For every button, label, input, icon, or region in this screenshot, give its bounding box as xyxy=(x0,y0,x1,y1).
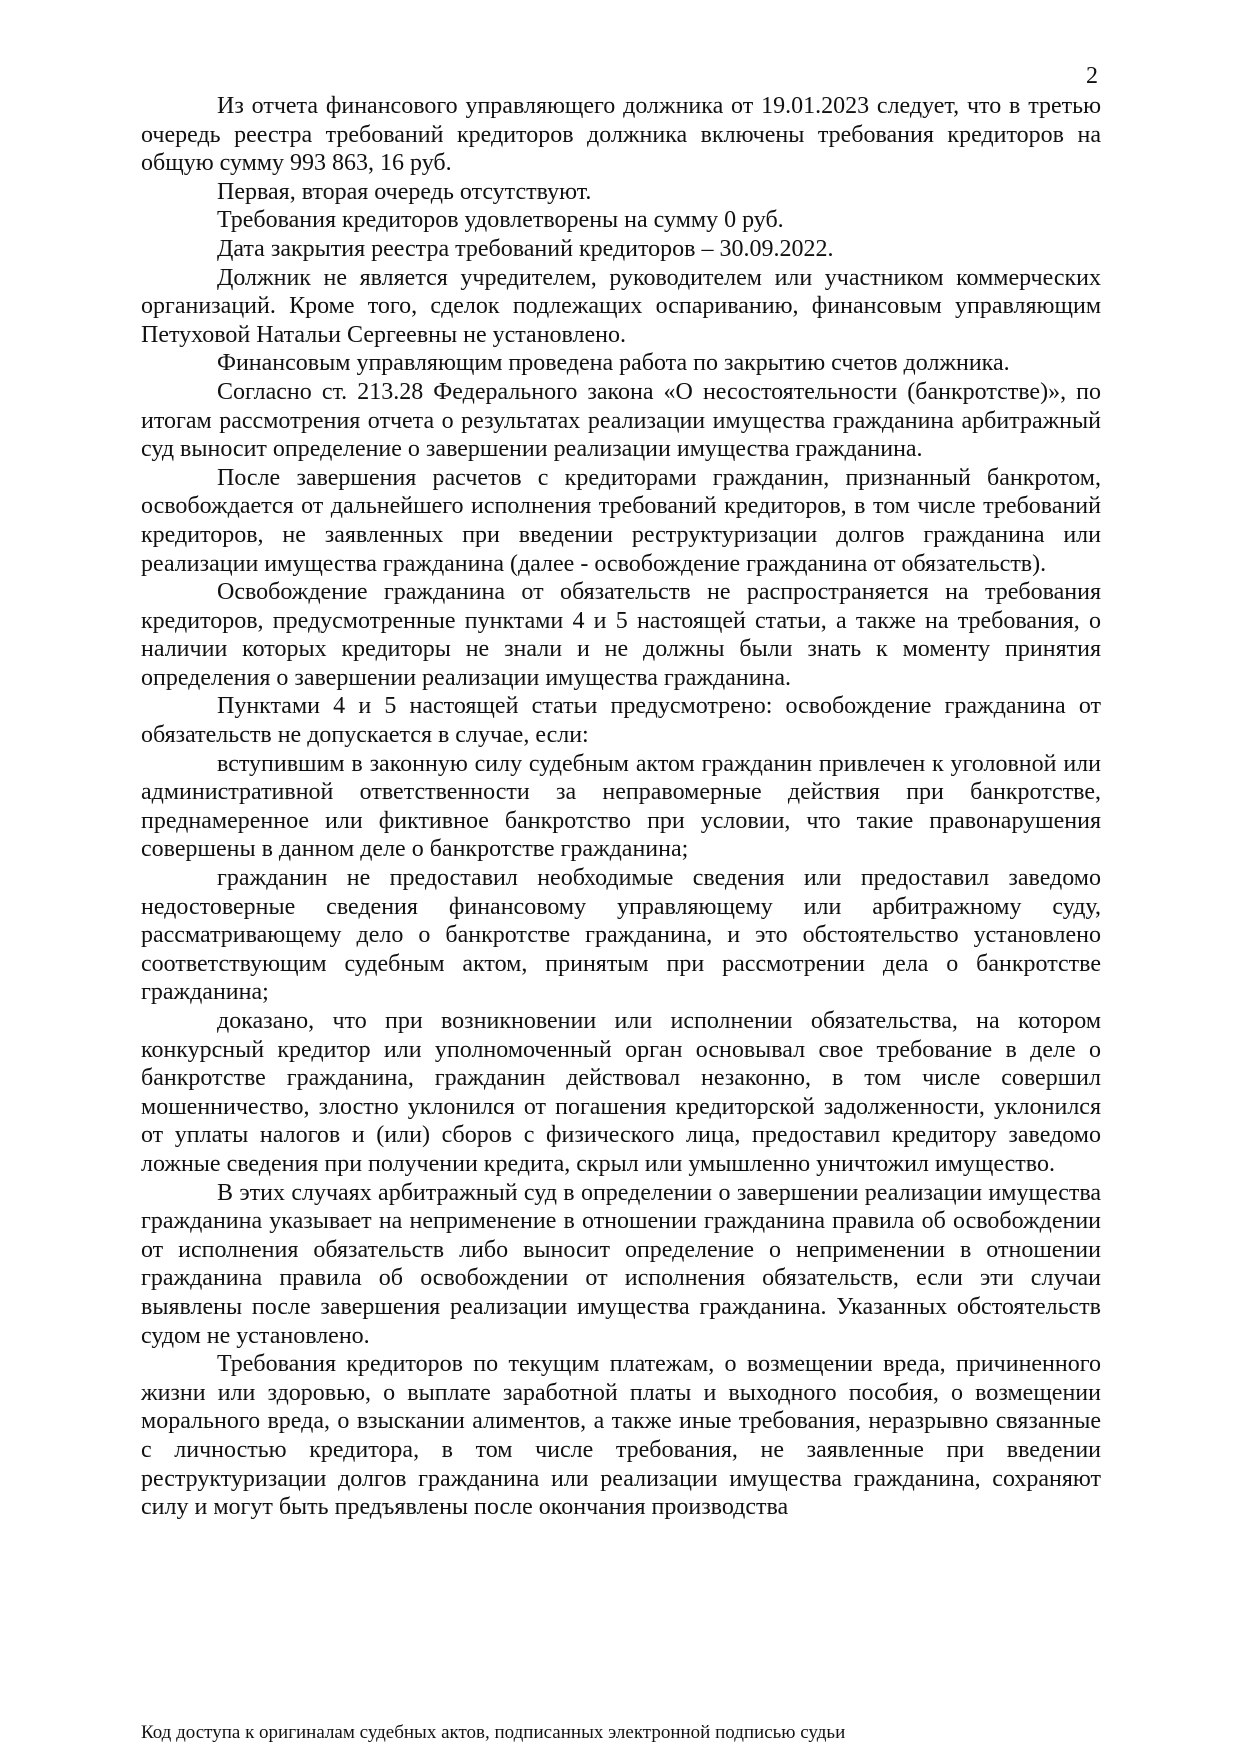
paragraph-condition-fraud: доказано, что при возникновении или исполнении обязательства, на котором конкурсный кредитор или уполномоченный орган основывал свое требование в деле о банкротстве гражданина, гражданин действовал незаконно, в том числе совершил мошенничество, злостно уклонился от погашения кредиторской задолженности, уклонился от уплаты налогов и (или) сборов с физического лица, предоставил кредитору заведомо ложные сведения при получении кредита, скрыл или умышленно уничтожил имущество. xyxy=(141,1008,1101,1177)
paragraph-claims-satisfied: Требования кредиторов удовлетворены на сумму 0 руб. xyxy=(217,207,784,234)
paragraph-current-payments: Требования кредиторов по текущим платежам, о возмещении вреда, причиненного жизни или здоровью, о выплате заработной платы и выходного пособия, о возмещении морального вреда, о взыскании алиментов, а также иные требования, неразрывно связанные с личностью кредитора, в том числе требования, не заявленные при введении реструктуризации долгов гражданина или реализации имущества гражданина, сохраняют силу и могут быть предъявлены после окончания производства xyxy=(141,1351,1101,1521)
paragraph-condition-criminal: вступившим в законную силу судебным актом гражданин привлечен к уголовной или административной ответственности за неправомерные действия при банкротстве, преднамеренное или фиктивное банкротство при условии, что такие правонарушения совершены в данном деле о банкротстве гражданина; xyxy=(141,750,1101,863)
paragraph-first-second-queue: Первая, вторая очередь отсутствуют. xyxy=(217,178,592,205)
paragraph-points-4-5: Пунктами 4 и 5 настоящей статьи предусмотрено: освобождение гражданина от обязательств не допускается в случае, если: xyxy=(141,693,1101,749)
paragraph-law-article: Согласно ст. 213.28 Федерального закона «О несостоятельности (банкротстве)», по итогам рассмотрения отчета о результатах реализации имущества гражданина арбитражный суд выносит определение о завершении реализации имущества гражданина. xyxy=(141,378,1101,463)
footer-access-code-note: Код доступа к оригиналам судебных актов, подписанных электронной подписью судьи xyxy=(141,1722,846,1743)
paragraph-release-from-obligations: После завершения расчетов с кредиторами гражданин, признанный банкротом, освобождается от дальнейшего исполнения требований кредиторов, в том числе требований кредиторов, не заявленных при введении реструктуризации долгов гражданина или реализации имущества гражданина (далее - освобождение гражданина от обязательств). xyxy=(141,464,1101,577)
page-number: 2 xyxy=(1086,63,1098,89)
paragraph-accounts-closed: Финансовым управляющим проведена работа по закрытию счетов должника. xyxy=(217,350,1010,377)
paragraph-debtor-not-founder: Должник не является учредителем, руководителем или участником коммерческих организаций. Кроме того, сделок подлежащих оспариванию, финансовым управляющим Петуховой Натальи Сергеевны не установлено. xyxy=(141,264,1101,348)
paragraph-condition-false-info: гражданин не предоставил необходимые сведения или предоставил заведомо недостоверные сведения финансовому управляющему или арбитражному суду, рассматривающему дело о банкротстве гражданина, и это обстоятельство установлено соответствующим судебным актом, принятым при рассмотрении дела о банкротстве гражданина; xyxy=(141,865,1101,1006)
paragraph-release-exceptions: Освобождение гражданина от обязательств не распространяется на требования кредиторов, предусмотренные пунктами 4 и 5 настоящей статьи, а также на требования, о наличии которых кредиторы не знали и не должны были знать к моменту принятия определения о завершении реализации имущества гражданина. xyxy=(141,579,1101,691)
paragraph-registry-closing-date: Дата закрытия реестра требований кредиторов – 30.09.2022. xyxy=(217,235,834,262)
document-body xyxy=(141,92,1101,1522)
paragraph-report-summary: Из отчета финансового управляющего должника от 19.01.2023 следует, что в третью очередь реестра требований кредиторов должника включены требования кредиторов на общую сумму 993 863, 16 руб. xyxy=(141,93,1101,177)
paragraph-court-determination: В этих случаях арбитражный суд в определении о завершении реализации имущества гражданина указывает на неприменение в отношении гражданина правила об освобождении от исполнения обязательств либо выносит определение о неприменении в отношении гражданина правила об освобождении от исполнения обязательств, если эти случаи выявлены после завершения реализации имущества гражданина. Указанных обстоятельств судом не установлено. xyxy=(141,1179,1101,1349)
